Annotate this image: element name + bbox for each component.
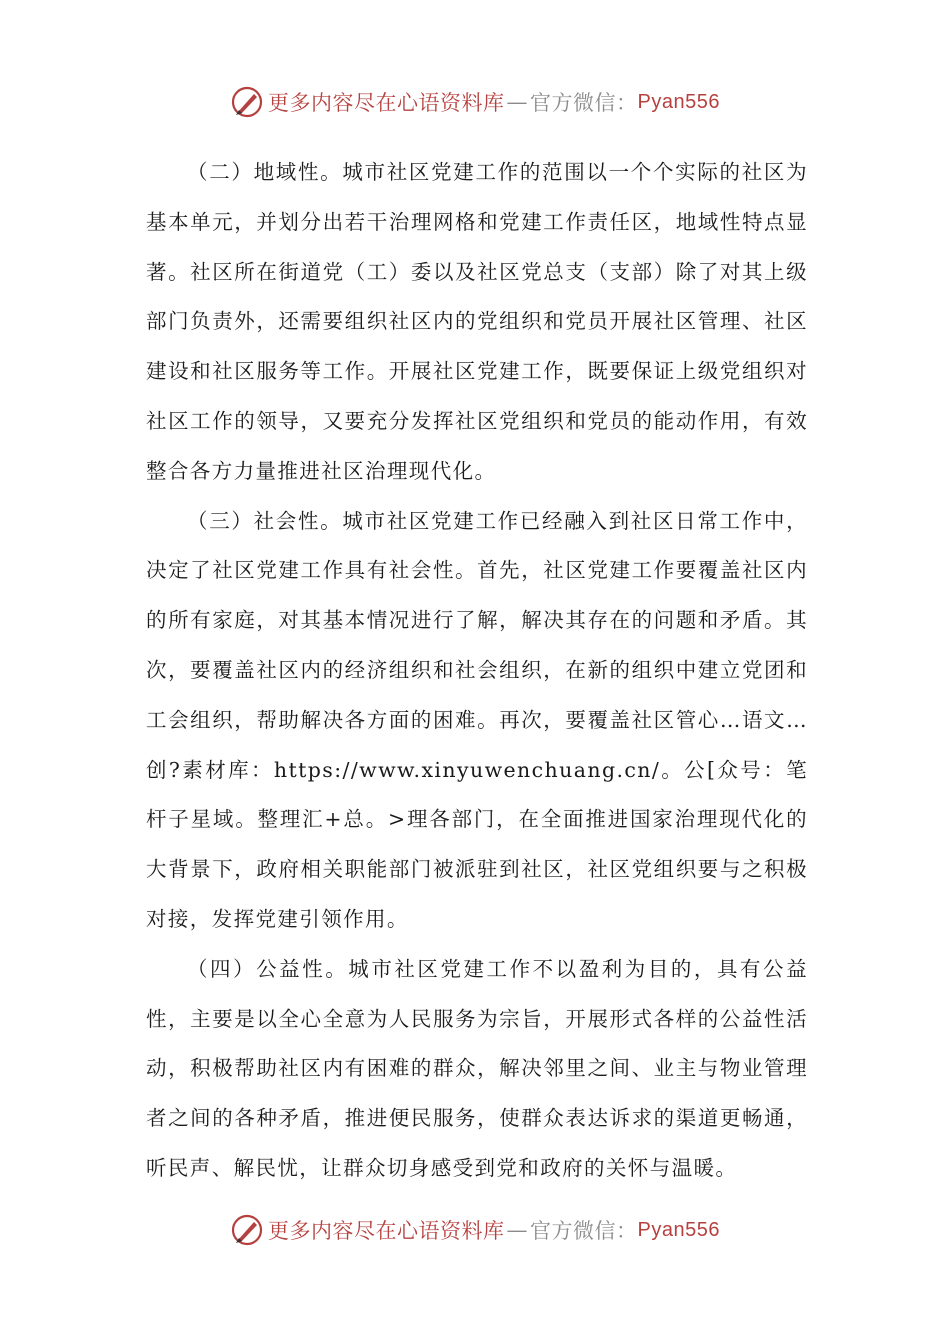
document-body: [146, 148, 808, 1194]
header-watermark-banner: [0, 82, 950, 122]
banner-wechat-label: 官方微信：: [530, 1219, 638, 1243]
paragraph-regional: （二）地域性。城市社区党建工作的范围以一个个实际的社区为基本单元，并划分出若干治理网格和党建工作责任区，地域性特点显著。社区所在街道党（工）委以及社区党总支（支部）除了对其上级部门负责外，还需要组织社区内的党组织和党员开展社区管理、社区建设和社区服务等工作。开展社区党建工作，既要保证上级党组织对社区工作的领导，又要充分发挥社区党组织和党员的能动作用，有效整合各方力量推进社区治理现代化。: [146, 160, 808, 483]
banner-wechat-id: Pyan556: [637, 1218, 720, 1241]
pen-logo-icon: [230, 85, 264, 119]
banner-dash: —: [506, 90, 529, 114]
banner-dash: —: [506, 1218, 529, 1242]
footer-watermark-banner: [0, 1210, 950, 1250]
banner-wechat-id: Pyan556: [637, 90, 720, 113]
paragraph-public-welfare: （四）公益性。城市社区党建工作不以盈利为目的，具有公益性，主要是以全心全意为人民服务为宗旨，开展形式各样的公益性活动，积极帮助社区内有困难的群众，解决邻里之间、业主与物业管理者之间的各种矛盾，推进便民服务，使群众表达诉求的渠道更畅通，听民声、解民忧，让群众切身感受到党和政府的关怀与温暖。: [146, 956, 808, 1180]
banner-main-text: 更多内容尽在心语资料库: [268, 1219, 505, 1243]
paragraph-social: （三）社会性。城市社区党建工作已经融入到社区日常工作中，决定了社区党建工作具有社会性。首先，社区党建工作要覆盖社区内的所有家庭，对其基本情况进行了解，解决其存在的问题和矛盾。其次，要覆盖社区内的经济组织和社会组织，在新的组织中建立党团和工会组织，帮助解决各方面的困难。再次，要覆盖社区管心…语文…创?素材库：https://www.xinyuwenchuang.cn/。公[众号：笔杆子星域。整理汇+总。>理各部门，在全面推进国家治理现代化的大背景下，政府相关职能部门被派驻到社区，社区党组织要与之积极对接，发挥党建引领作用。: [146, 508, 808, 931]
banner-main-text: 更多内容尽在心语资料库: [268, 91, 505, 115]
pen-logo-icon: [230, 1213, 264, 1247]
banner-wechat-label: 官方微信：: [530, 91, 638, 115]
